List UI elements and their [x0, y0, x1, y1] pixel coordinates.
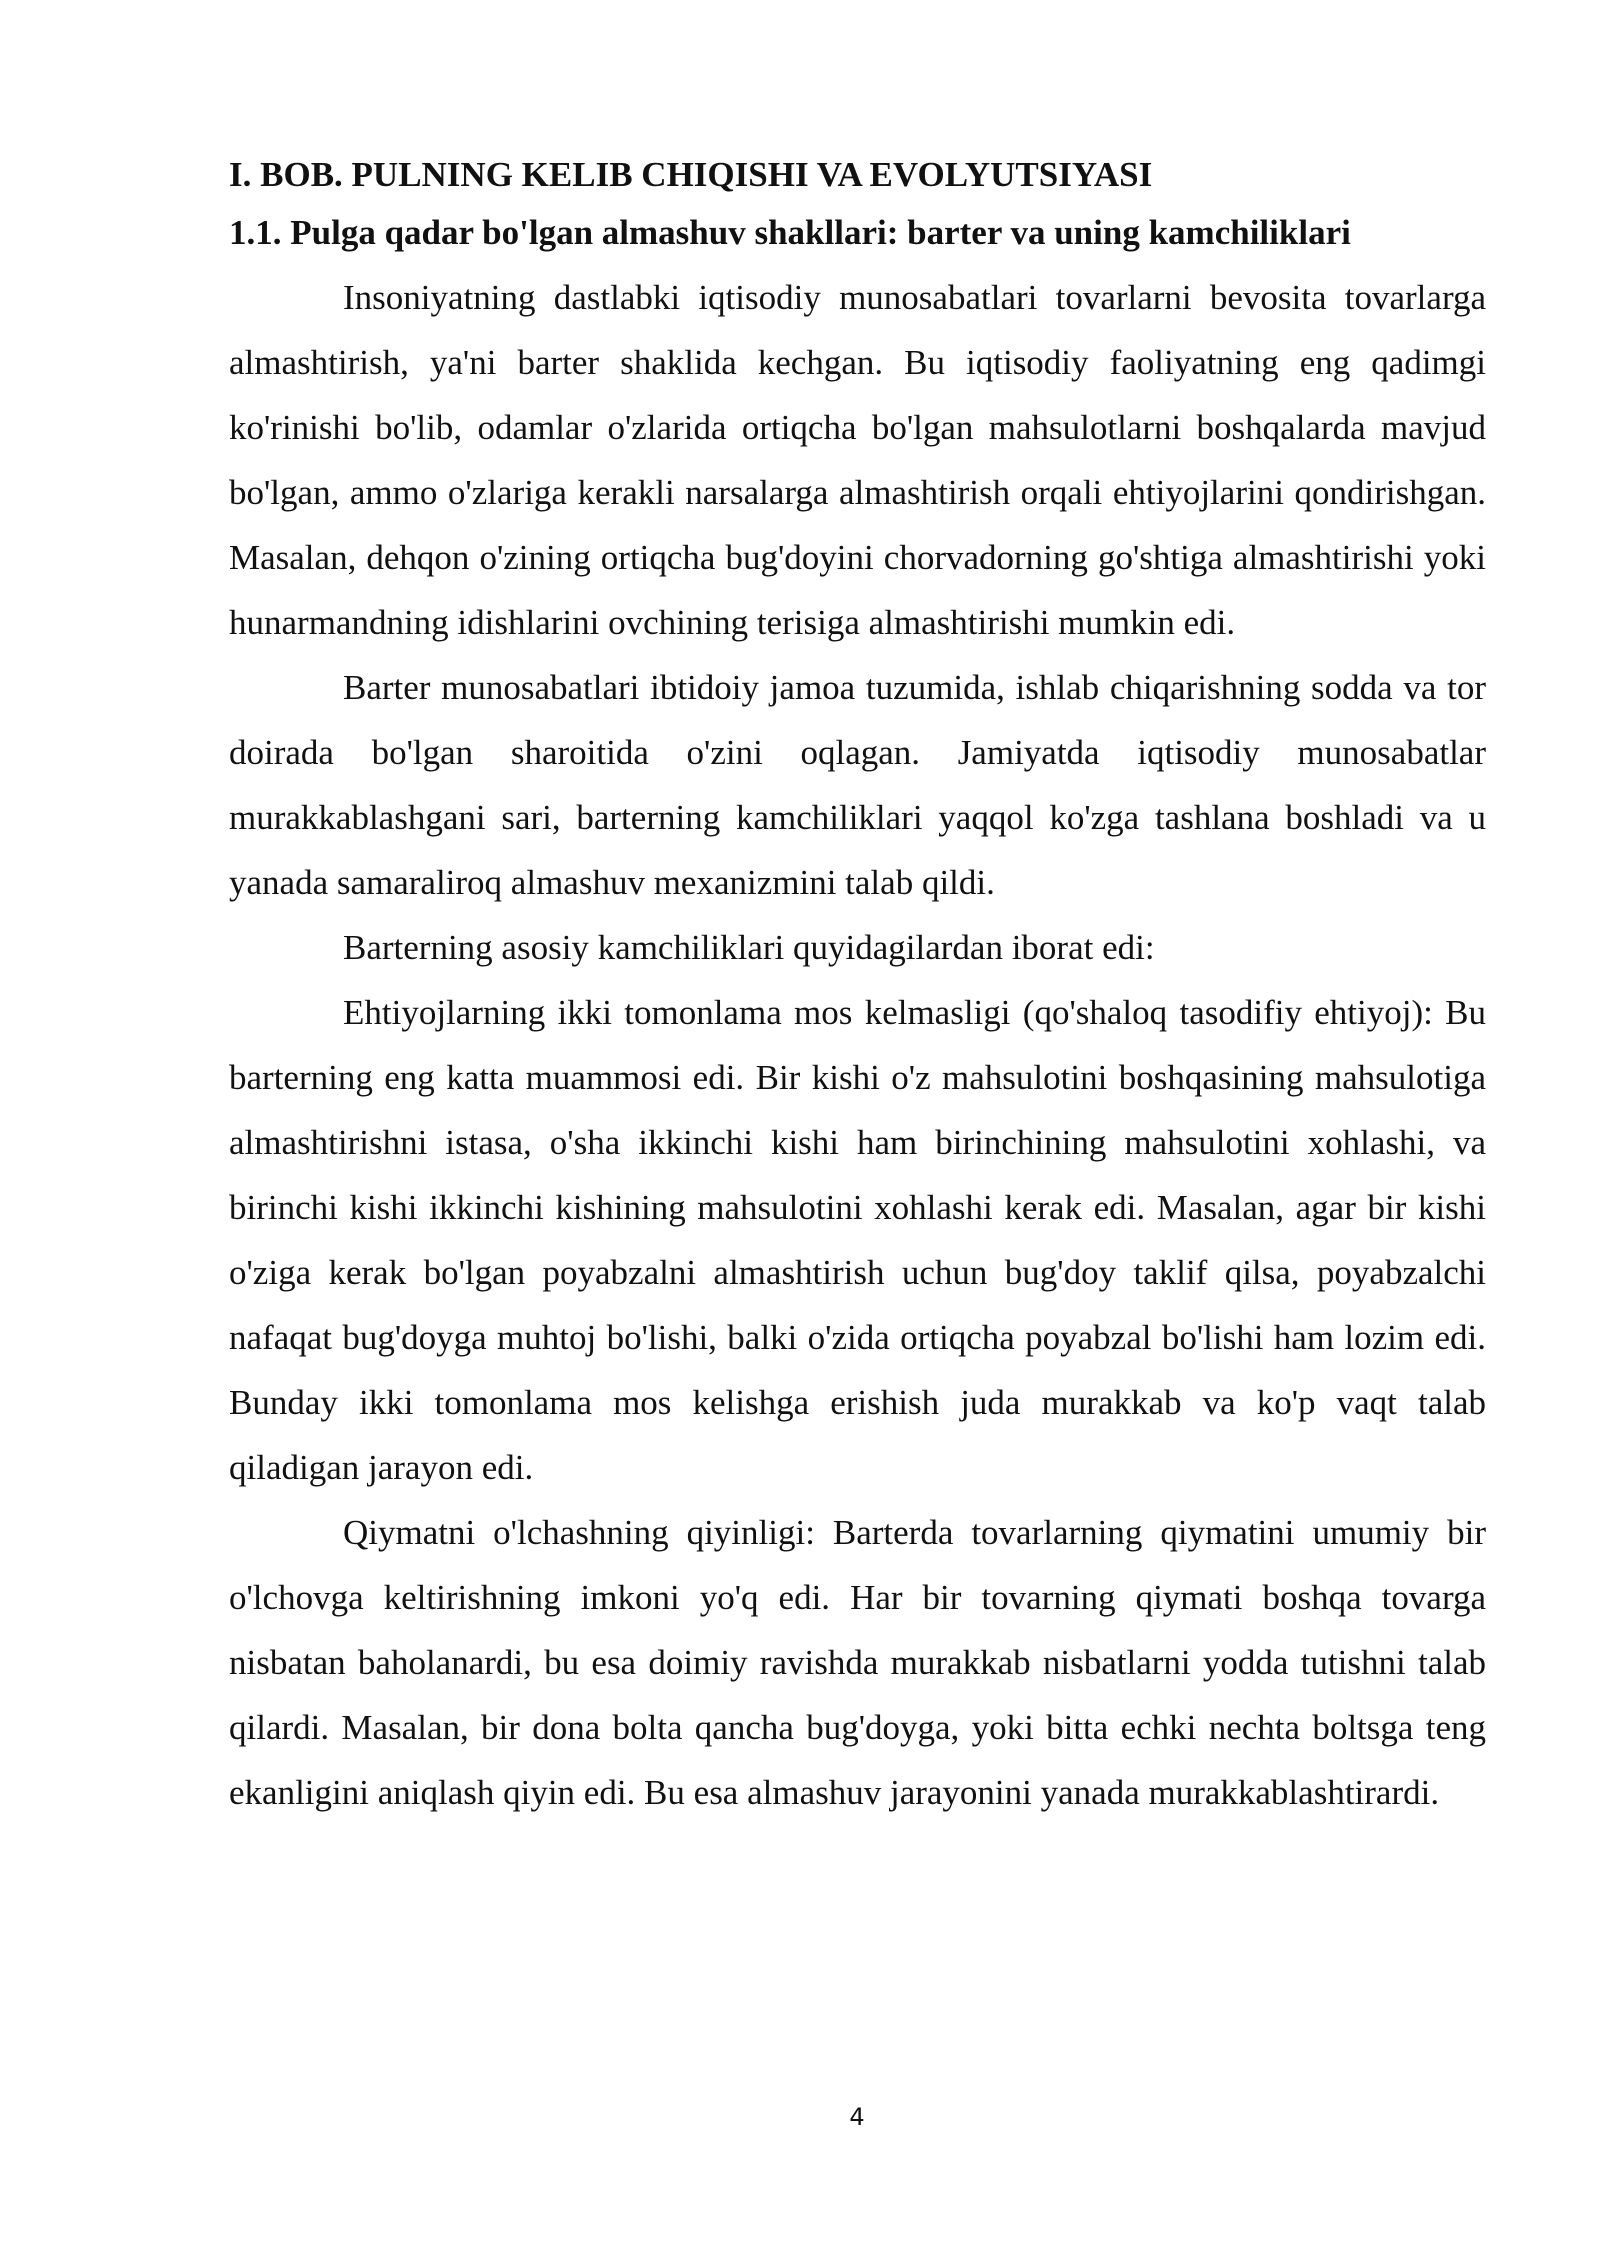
document-page [229, 150, 1486, 1825]
paragraph-drawbacks-lead: Barterning asosiy kamchiliklari quyidagilardan iborat edi: [343, 928, 1155, 967]
paragraph-double-coincidence: Ehtiyojlarning ikki tomonlama mos kelmasligi (qo'shaloq tasodifiy ehtiyoj): Bu barterning eng katta muammosi edi. Bir kishi o'z mahsulotini boshqasining mahsulotiga almashtirishni istasa, o'sha ikkinchi kishi ham birinchining mahsulotini xohlashi, va birinchi kishi ikkinchi kishining mahsulotini xohlashi kerak edi. Masalan, agar bir kishi o'ziga kerak bo'lgan poyabzalni almashtirish uchun bug'doy taklif qilsa, poyabzalchi nafaqat bug'doyga muhtoj bo'lishi, balki o'zida ortiqcha poyabzal bo'lishi ham lozim edi. Bunday ikki tomonlama mos kelishga erishish juda murakkab va ko'p vaqt talab qiladigan jarayon edi. [229, 993, 1486, 1487]
chapter-title: I. BOB. PULNING KELIB CHIQISHI VA EVOLYUTSIYASI [229, 155, 1153, 194]
paragraph-barter-intro: Insoniyatning dastlabki iqtisodiy munosabatlari tovarlarni bevosita tovarlarga almashtirish, ya'ni barter shaklida kechgan. Bu iqtisodiy faoliyatning eng qadimgi ko'rinishi bo'lib, odamlar o'zlarida ortiqcha bo'lgan mahsulotlarni boshqalarda mavjud bo'lgan, ammo o'zlariga kerakli narsalarga almashtirish orqali ehtiyojlarini qondirishgan. Masalan, dehqon o'zining ortiqcha bug'doyini chorvadorning go'shtiga almashtirishi yoki hunarmandning idishlarini ovchining terisiga almashtirishi mumkin edi. [229, 278, 1486, 642]
paragraph-barter-relations: Barter munosabatlari ibtidoiy jamoa tuzumida, ishlab chiqarishning sodda va tor doirada bo'lgan sharoitida o'zini oqlagan. Jamiyatda iqtisodiy munosabatlar murakkablashgani sari, barterning kamchiliklari yaqqol ko'zga tashlana boshladi va u yanada samaraliroq almashuv mexanizmini talab qildi. [229, 668, 1486, 902]
paragraph-value-measurement: Qiymatni o'lchashning qiyinligi: Barterda tovarlarning qiymatini umumiy bir o'lchovga keltirishning imkoni yo'q edi. Har bir tovarning qiymati boshqa tovarga nisbatan baholanardi, bu esa doimiy ravishda murakkab nisbatlarni yodda tutishni talab qilardi. Masalan, bir dona bolta qancha bug'doyga, yoki bitta echki nechta boltsga teng ekanligini aniqlash qiyin edi. Bu esa almashuv jarayonini yanada murakkablashtirardi. [229, 1513, 1486, 1812]
section-title: 1.1. Pulga qadar bo'lgan almashuv shakllari: barter va uning kamchiliklari [229, 213, 1351, 252]
page-number: 4 [849, 2103, 865, 2131]
